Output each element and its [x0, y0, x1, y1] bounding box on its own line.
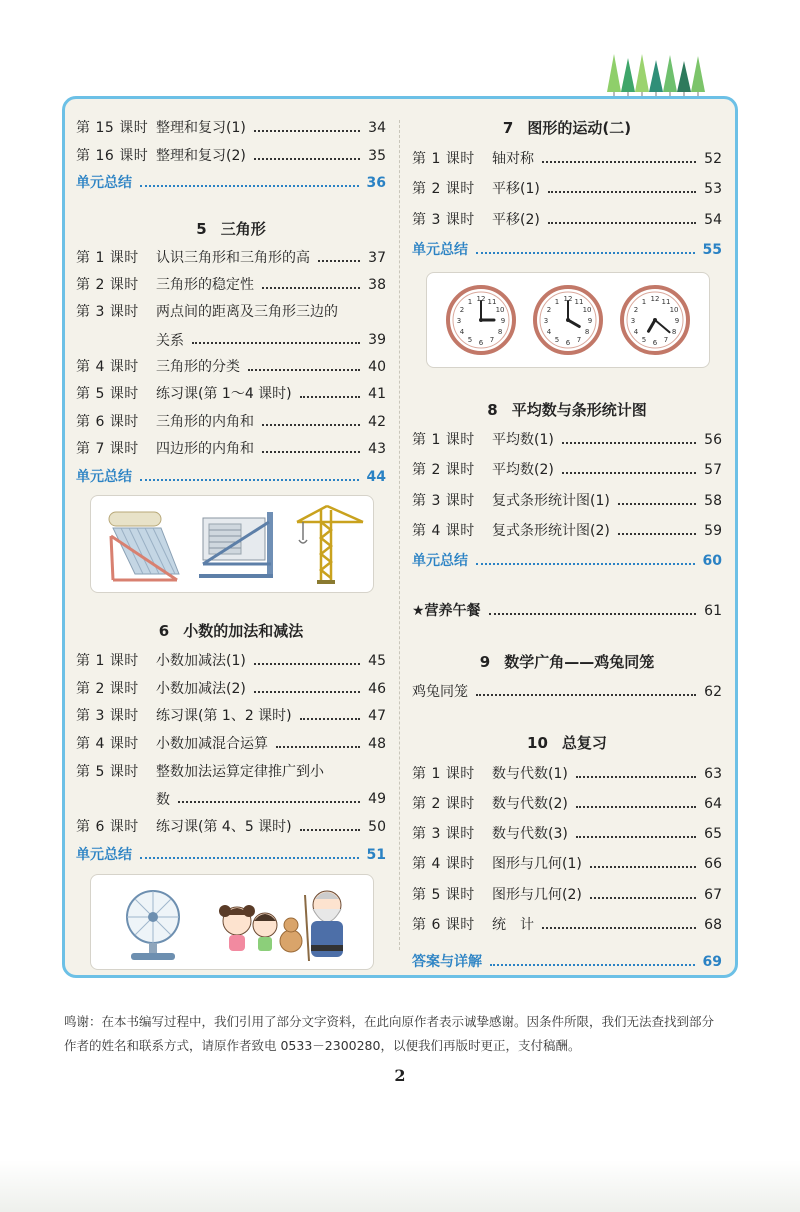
- toc-entry[interactable]: 鸡兔同笼 62: [412, 684, 722, 700]
- toc-entry[interactable]: 第 2 课时 小数加减法(2) 46: [76, 681, 386, 697]
- unit-summary-link[interactable]: 单元总结 51: [76, 847, 386, 863]
- unit-summary-link[interactable]: 单元总结 60: [412, 553, 722, 569]
- unit-heading-5: 5 三角形: [196, 220, 266, 238]
- clock-numeral: 12: [476, 295, 486, 303]
- clock-numeral: 8: [671, 328, 677, 336]
- toc-entry-lunch[interactable]: ★营养午餐 61: [412, 603, 722, 619]
- toc-entry[interactable]: 第 15 课时 整理和复习(1) 34: [76, 120, 386, 136]
- toc-entry[interactable]: 第 1 课时 小数加减法(1) 45: [76, 653, 386, 669]
- toc-entry[interactable]: 第 6 课时 三角形的内角和 42: [76, 414, 386, 430]
- toc-entry[interactable]: 第 5 课时 练习课(第 1～4 课时) 41: [76, 386, 386, 402]
- unit-heading-8: 8 平均数与条形统计图: [487, 401, 647, 419]
- page-bottom-shade: [0, 1160, 800, 1212]
- clock-numeral: 5: [467, 336, 473, 345]
- clock-numeral: 7: [489, 336, 495, 345]
- clock-numeral: 7: [663, 336, 669, 345]
- toc-entry[interactable]: 第 2 课时 数与代数(2) 64: [412, 796, 722, 812]
- unit-heading-10: 10 总复习: [527, 734, 607, 752]
- toc-entry-continued[interactable]: 关系 39: [156, 332, 386, 349]
- unit-summary-link[interactable]: 单元总结 44: [76, 469, 386, 485]
- toc-entry[interactable]: 第 16 课时 整理和复习(2) 35: [76, 148, 386, 164]
- boy-character-icon: [253, 913, 277, 951]
- clock-icon: [622, 287, 688, 353]
- clock-numeral: 10: [495, 306, 505, 314]
- clock-numeral: 3: [456, 317, 462, 325]
- clock-numeral: 10: [669, 306, 679, 314]
- clock-numeral: 8: [497, 328, 503, 336]
- answers-link[interactable]: 答案与详解 69: [412, 954, 722, 970]
- clock-numeral: 11: [487, 297, 497, 306]
- clock-numeral: 11: [661, 297, 671, 306]
- tower-crane-icon: [297, 506, 363, 584]
- acknowledgement-line-2: 作者的姓名和联系方式，请原作者致电 0533－2300280，以便我们再版时更正，支付稿酬。: [64, 1038, 581, 1053]
- unit-summary-link[interactable]: 单元总结 36: [76, 175, 386, 191]
- triangle-objects-illustration: [91, 496, 373, 592]
- triangle-illustration-box: [90, 495, 374, 593]
- toc-entry[interactable]: 第 4 课时 图形与几何(1) 66: [412, 856, 722, 872]
- clock-numeral: 5: [554, 336, 560, 345]
- girl-character-icon: [219, 905, 255, 951]
- toc-entry[interactable]: 第 2 课时 平移(1) 53: [412, 181, 722, 197]
- toc-entry[interactable]: 第 6 课时 练习课(第 4、5 课时) 50: [76, 819, 386, 835]
- clock-numeral: 4: [546, 328, 552, 336]
- clock-numeral: 9: [674, 317, 680, 325]
- clock-numeral: 11: [574, 297, 584, 306]
- decimal-illustration-box: [90, 874, 374, 970]
- toc-entry[interactable]: 第 1 课时 轴对称 52: [412, 151, 722, 167]
- toc-entry[interactable]: 第 2 课时 平均数(2) 57: [412, 462, 722, 478]
- clock-numeral: 4: [633, 328, 639, 336]
- toc-entry[interactable]: 第 1 课时 数与代数(1) 63: [412, 766, 722, 782]
- toc-entry[interactable]: 第 4 课时 小数加减混合运算 48: [76, 736, 386, 752]
- toc-entry[interactable]: 第 5 课时 整数加法运算定律推广到小: [76, 764, 324, 780]
- clock-numeral: 4: [459, 328, 465, 336]
- clock-numeral: 5: [641, 336, 647, 345]
- clock-numeral: 9: [587, 317, 593, 325]
- unit-heading-6: 6 小数的加法和减法: [158, 622, 304, 640]
- fan-and-characters-illustration: [91, 875, 373, 969]
- toc-entry[interactable]: 第 4 课时 复式条形统计图(2) 59: [412, 523, 722, 539]
- clock-numeral: 6: [652, 339, 658, 347]
- toc-entry[interactable]: 第 3 课时 复式条形统计图(1) 58: [412, 493, 722, 509]
- toc-entry[interactable]: 第 3 课时 练习课(第 1、2 课时) 47: [76, 708, 386, 724]
- toc-entry[interactable]: 第 3 课时 数与代数(3) 65: [412, 826, 722, 842]
- toc-entry[interactable]: 第 2 课时 三角形的稳定性 38: [76, 277, 386, 293]
- clock-numeral: 2: [459, 306, 465, 314]
- toc-entry[interactable]: 第 7 课时 四边形的内角和 43: [76, 441, 386, 457]
- clock-numeral: 1: [554, 297, 560, 306]
- clock-numeral: 12: [563, 295, 573, 303]
- clock-numeral: 10: [582, 306, 592, 314]
- trees-decoration: [606, 52, 706, 96]
- clock-numeral: 6: [565, 339, 571, 347]
- toc-entry[interactable]: 第 1 课时 平均数(1) 56: [412, 432, 722, 448]
- clock-icon: [448, 287, 514, 353]
- column-divider: [399, 120, 400, 950]
- clock-numeral: 2: [633, 306, 639, 314]
- clock-icon: [535, 287, 601, 353]
- toc-entry-continued[interactable]: 数 49: [156, 791, 386, 808]
- toc-entry[interactable]: 第 6 课时 统 计 68: [412, 917, 722, 933]
- unit-heading-9: 9 数学广角——鸡兔同笼: [479, 653, 655, 671]
- air-conditioner-icon: [199, 512, 273, 576]
- clock-numeral: 12: [650, 295, 660, 303]
- acknowledgement-note: [64, 1010, 744, 1058]
- toc-entry[interactable]: 第 1 课时 认识三角形和三角形的高 37: [76, 250, 386, 266]
- clock-numeral: 6: [478, 339, 484, 347]
- clock-numeral: 7: [576, 336, 582, 345]
- clock-numeral: 8: [584, 328, 590, 336]
- toc-entry[interactable]: 第 3 课时 两点间的距离及三角形三边的: [76, 304, 338, 320]
- clock-numeral: 3: [543, 317, 549, 325]
- gourd-icon: [280, 918, 302, 952]
- toc-entry[interactable]: 第 4 课时 三角形的分类 40: [76, 359, 386, 375]
- toc-entry[interactable]: 第 5 课时 图形与几何(2) 67: [412, 887, 722, 903]
- clock-numeral: 2: [546, 306, 552, 314]
- clocks-illustration: [427, 273, 709, 367]
- page-number: 2: [394, 1066, 406, 1085]
- clock-numeral: 9: [500, 317, 506, 325]
- old-man-character-icon: [305, 891, 343, 961]
- unit-summary-link[interactable]: 单元总结 55: [412, 242, 722, 258]
- unit-heading-7: 7 图形的运动(二): [502, 119, 632, 137]
- clocks-illustration-box: [426, 272, 710, 368]
- clock-numeral: 3: [630, 317, 636, 325]
- acknowledgement-line-1: 鸣谢：在本书编写过程中，我们引用了部分文字资料，在此向原作者表示诚挚感谢。因条件所限，我们无法查找到部分: [64, 1014, 715, 1029]
- toc-entry[interactable]: 第 3 课时 平移(2) 54: [412, 212, 722, 228]
- electric-fan-icon: [127, 891, 179, 960]
- clock-numeral: 1: [467, 297, 473, 306]
- solar-heater-icon: [109, 512, 179, 580]
- clock-numeral: 1: [641, 297, 647, 306]
